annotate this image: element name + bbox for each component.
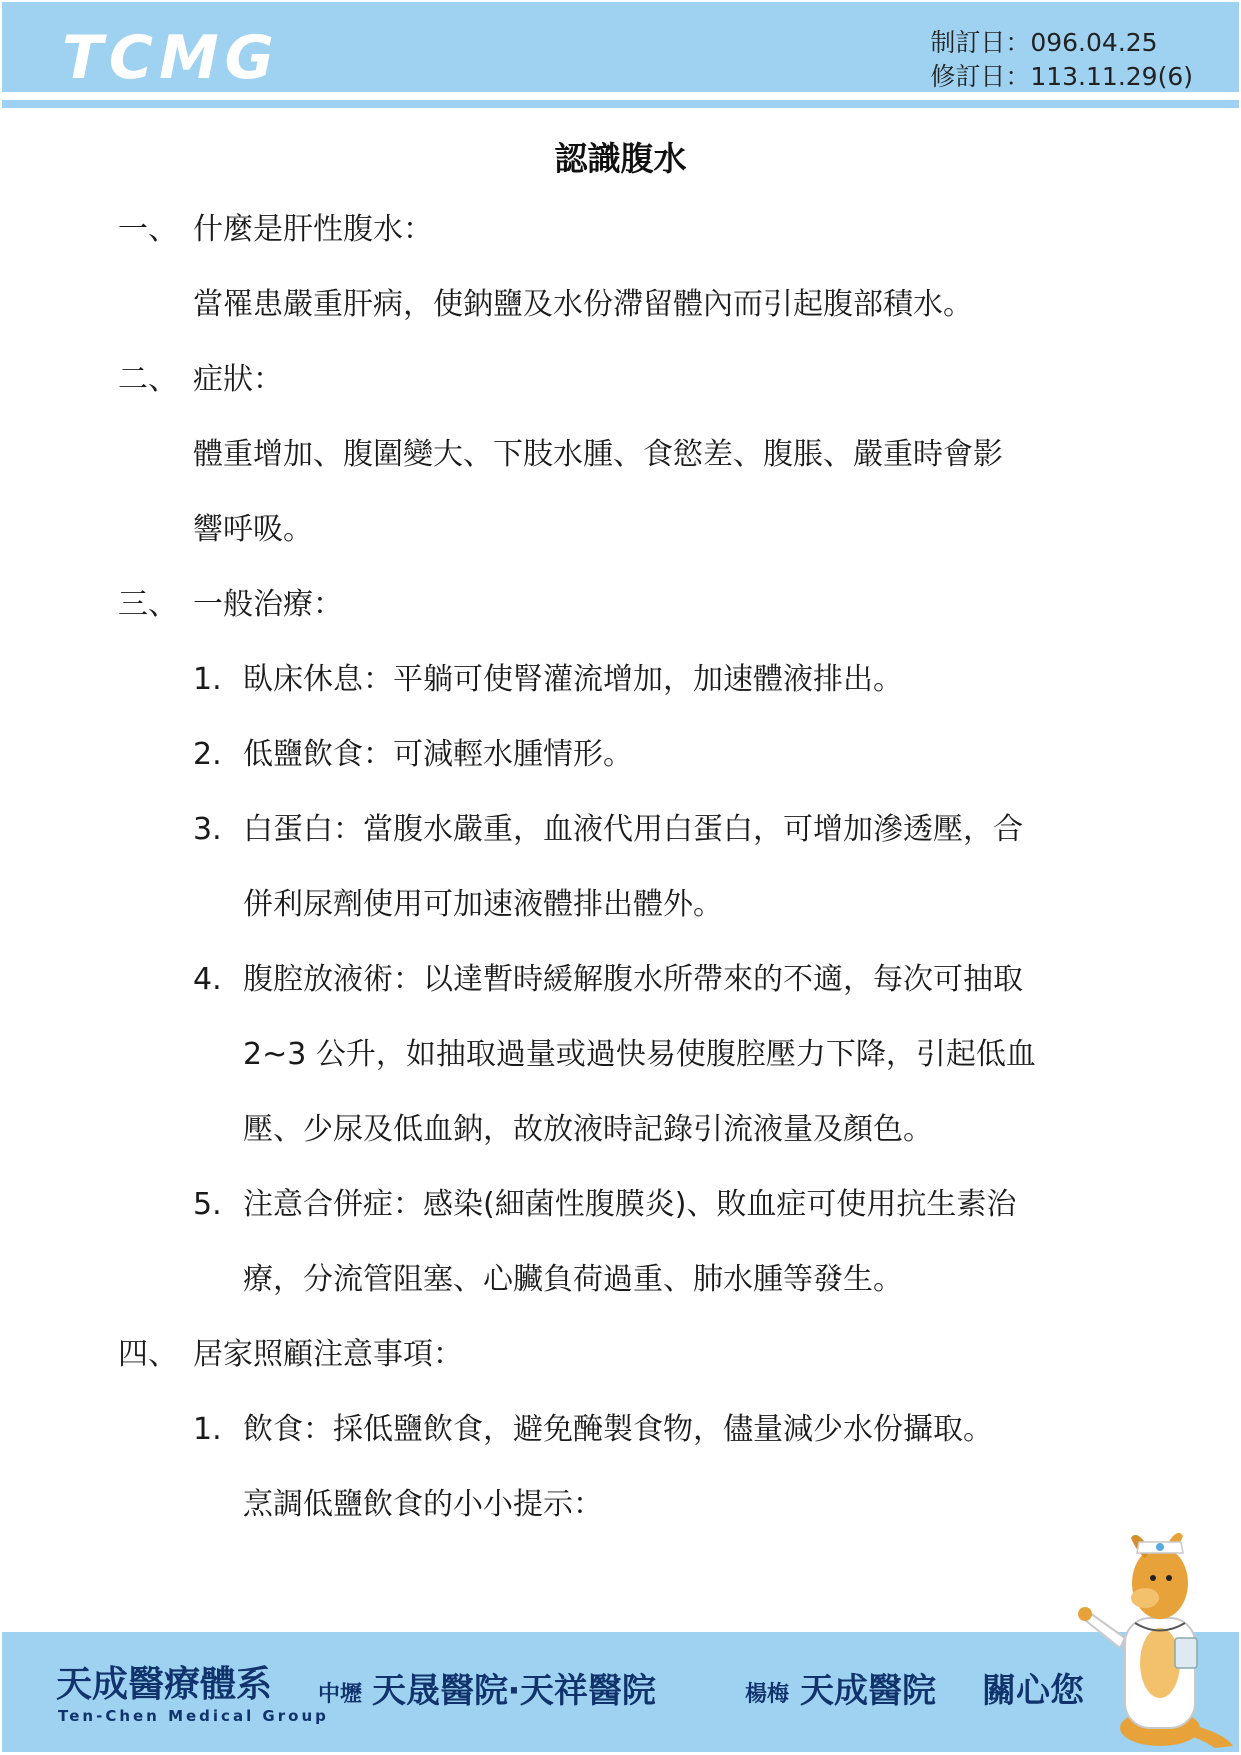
- list-item: 2~3 公升，如抽取過量或過快易使腹腔壓力下降，引起低血: [243, 1037, 1036, 1072]
- list-item: 療，分流管阻塞、心臟負荷過重、肺水腫等發生。: [243, 1262, 903, 1297]
- footer-location: 中壢: [318, 1682, 363, 1707]
- revised-date: 修訂日：113.11.29(6): [930, 62, 1193, 91]
- created-date: 制訂日：096.04.25: [930, 28, 1158, 57]
- section-1-heading: 什麼是肝性腹水：: [193, 212, 433, 247]
- header-divider: [2, 100, 1239, 108]
- section-1-text: 當罹患嚴重肝病，使鈉鹽及水份滯留體內而引起腹部積水。: [193, 287, 973, 322]
- footer-location: 楊梅: [745, 1682, 790, 1707]
- list-item: 飲食：採低鹽飲食，避免醃製食物，儘量減少水份攝取。: [243, 1412, 993, 1447]
- footer-hospitals: 天晟醫院‧天祥醫院: [372, 1671, 656, 1711]
- list-number: 3.: [193, 812, 222, 847]
- list-number: 2.: [193, 737, 222, 772]
- section-2-heading: 症狀：: [193, 362, 283, 397]
- section-1-marker: 一、: [118, 212, 178, 247]
- footer-slogan: 關心您: [982, 1671, 1084, 1711]
- footer-hospital: 天成醫院: [800, 1671, 936, 1711]
- section-2-text: 體重增加、腹圍變大、下肢水腫、食慾差、腹脹、嚴重時會影: [193, 437, 1003, 472]
- section-3-heading: 一般治療：: [193, 587, 343, 622]
- list-item: 併利尿劑使用可加速液體排出體外。: [243, 887, 723, 922]
- list-number: 1.: [193, 1412, 222, 1447]
- list-item: 腹腔放液術：以達暫時緩解腹水所帶來的不適，每次可抽取: [243, 962, 1023, 997]
- list-item: 低鹽飲食：可減輕水腫情形。: [243, 737, 633, 772]
- section-3-marker: 三、: [118, 587, 178, 622]
- kangaroo-doctor-mascot-icon: [1065, 1528, 1235, 1753]
- section-4-marker: 四、: [118, 1337, 178, 1372]
- list-item: 白蛋白：當腹水嚴重，血液代用白蛋白，可增加滲透壓，合: [243, 812, 1023, 847]
- list-item: 烹調低鹽飲食的小小提示：: [243, 1487, 603, 1522]
- list-item: 壓、少尿及低血鈉，故放液時記錄引流液量及顏色。: [243, 1112, 933, 1147]
- document-dates: [930, 26, 1193, 94]
- tcmg-logo: TCMG: [62, 23, 280, 93]
- section-2-text: 響呼吸。: [193, 512, 313, 547]
- list-number: 5.: [193, 1187, 222, 1222]
- page-title: 認識腹水: [554, 139, 687, 178]
- section-4-heading: 居家照顧注意事項：: [193, 1337, 463, 1372]
- section-2-marker: 二、: [118, 362, 178, 397]
- list-item: 注意合併症：感染(細菌性腹膜炎)、敗血症可使用抗生素治: [243, 1187, 1017, 1222]
- list-number: 4.: [193, 962, 222, 997]
- footer-brand-english: Ten-Chen Medical Group: [58, 1707, 329, 1725]
- list-number: 1.: [193, 662, 222, 697]
- footer-brand: 天成醫療體系: [56, 1664, 273, 1705]
- list-item: 臥床休息：平躺可使腎灌流增加，加速體液排出。: [243, 662, 903, 697]
